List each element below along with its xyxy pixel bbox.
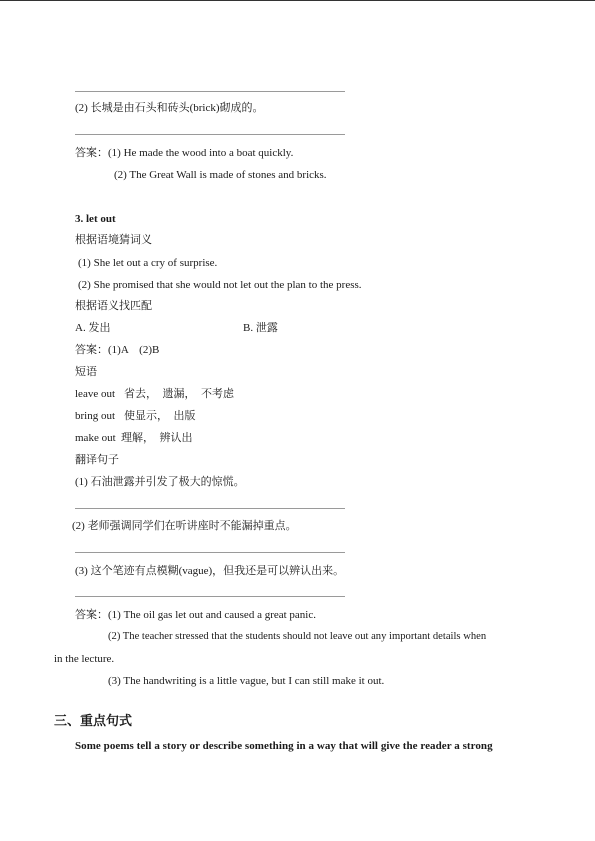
translate-item-1: (1) 石油泄露并引发了极大的惊慌。 <box>75 476 245 488</box>
match-meaning-label: 根据语义找匹配 <box>75 300 152 312</box>
answer-line-3: (3) The handwriting is a little vague, but I can still make it out. <box>108 675 385 687</box>
phrases-label: 短语 <box>75 366 97 378</box>
answer-blank-line <box>75 596 345 597</box>
page-top-rule <box>0 0 595 1</box>
answer-line-2: (2) The teacher stressed that the students should not leave out any important details when <box>108 631 487 642</box>
key-sentence: Some poems tell a story or describe something in a way that will give the reader a strong <box>75 740 493 752</box>
answer-line-1: 答案：(1) The oil gas let out and caused a great panic. <box>75 609 317 621</box>
phrase-meaning: 省去， 遗漏， 不考虑 <box>124 388 234 400</box>
answer-line-2: (2) The Great Wall is made of stones and bricks. <box>114 169 327 181</box>
answer-blank-line <box>75 134 345 135</box>
phrase-meaning: 使显示， 出版 <box>124 410 196 422</box>
answer-line-2-continued: in the lecture. <box>54 653 115 665</box>
translate-item-3: (3) 这个笔迹有点模糊(vague)，但我还是可以辨认出来。 <box>75 565 345 577</box>
translate-item-2: (2) 老师强调同学们在听讲座时不能漏掉重点。 <box>72 520 297 532</box>
phrase-meaning: 理解， 辨认出 <box>121 432 193 444</box>
answer-blank-line <box>75 91 345 92</box>
phrase-term: make out <box>75 432 116 444</box>
translate-label: 翻译句子 <box>75 454 119 466</box>
phrase-term: leave out <box>75 388 116 400</box>
context-sentence-2: (2) She promised that she would not let out the plan to the press. <box>78 279 362 291</box>
match-answer: 答案：(1)A (2)B <box>75 344 160 356</box>
context-sentence-1: (1) She let out a cry of surprise. <box>78 257 218 269</box>
phrase-term: bring out <box>75 410 116 422</box>
option-a: A. 发出 <box>75 322 111 334</box>
phrase-heading: 3. let out <box>75 213 116 225</box>
translation-item-2: (2) 长城是由石头和砖头(brick)砌成的。 <box>75 102 264 114</box>
answer-blank-line <box>75 552 345 553</box>
guess-meaning-label: 根据语境猜词义 <box>75 234 152 246</box>
answer-blank-line <box>75 508 345 509</box>
option-b: B. 泄露 <box>243 322 278 334</box>
answer-line-1: 答案：(1) He made the wood into a boat quickly. <box>75 147 294 159</box>
section-heading: 三、重点句式 <box>54 714 133 729</box>
